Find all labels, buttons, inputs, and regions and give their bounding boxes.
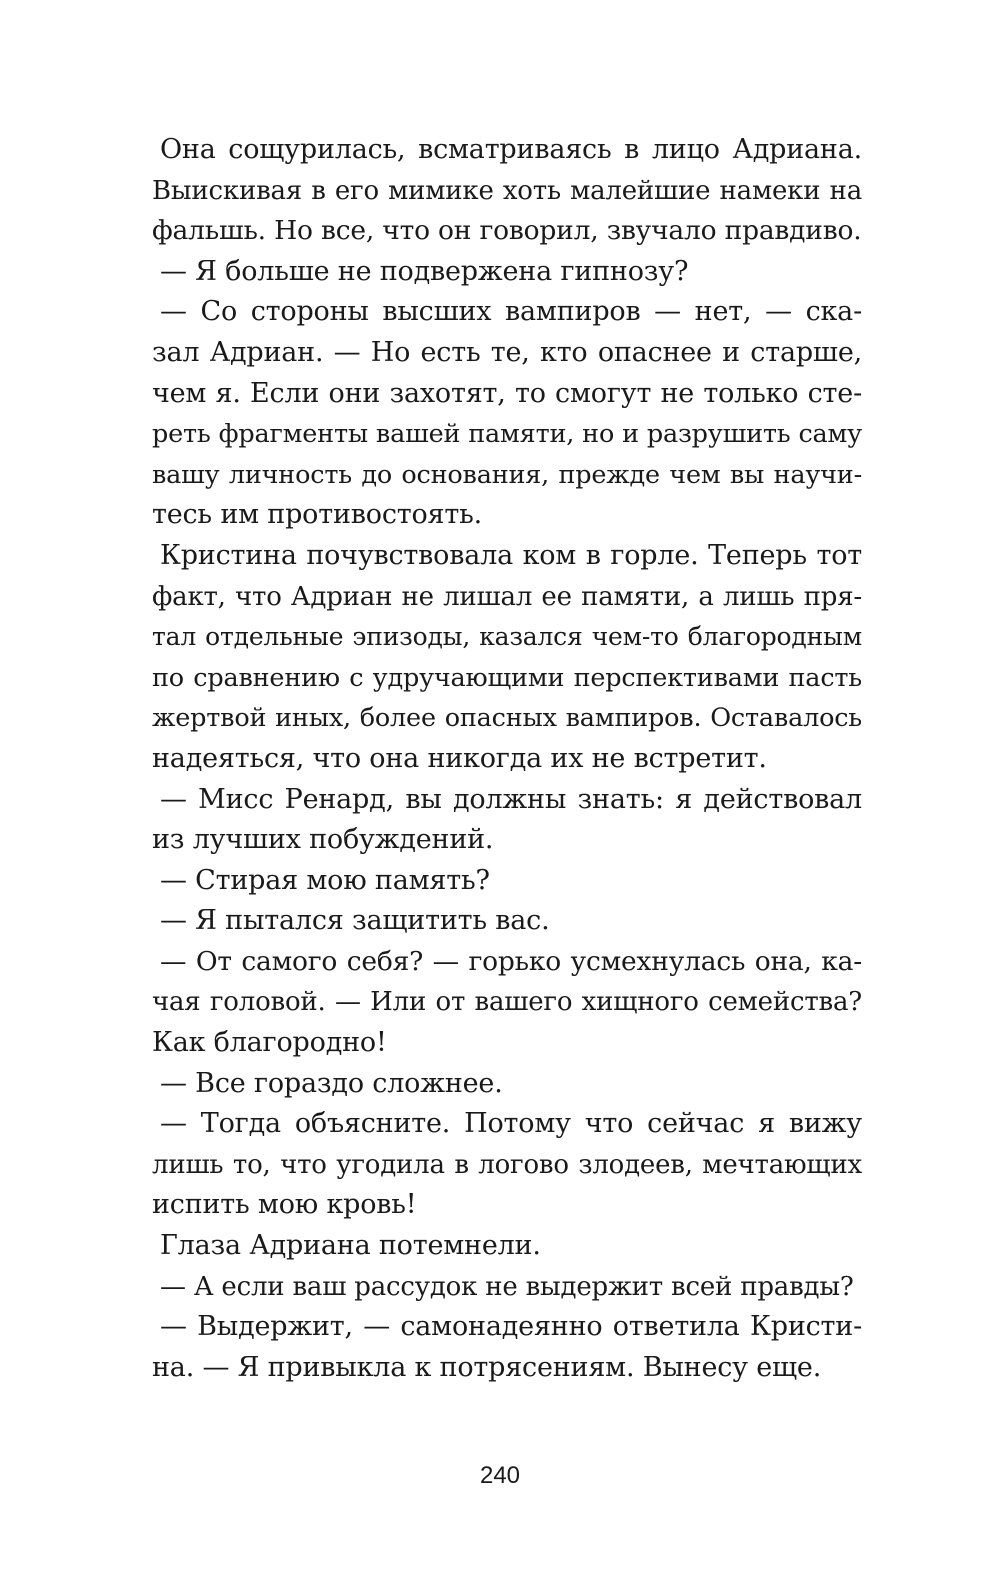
text-line: испить мою кровь! — [152, 1189, 417, 1221]
text-line: — Я пытался защитить вас. — [160, 905, 550, 937]
text-line: Кристина почувствовала ком в горле. Теперь тот — [160, 539, 862, 571]
text-line: Выискивая в его мимике хоть малейшие намеки на — [152, 175, 862, 206]
text-line: жертвой иных, более опасных вампиров. Оставалось — [152, 703, 862, 734]
text-line: — Выдержит, — самонадеянно ответила Кристи- — [160, 1311, 862, 1343]
text-line: по сравнению с удручающими перспективами пасть — [152, 662, 862, 693]
text-line: реть фрагменты вашей памяти, но и разрушить саму — [152, 419, 862, 450]
text-line: чая головой. — Или от вашего хищного семейства? — [152, 987, 862, 1018]
text-line: Как благородно! — [152, 1027, 387, 1059]
text-line: тесь им противостоять. — [152, 499, 482, 531]
text-line: тал отдельные эпизоды, казался чем-то благородным — [152, 622, 862, 652]
body-text — [152, 130, 862, 1388]
text-line: — Со стороны высших вампиров — нет, — ска- — [160, 296, 862, 328]
text-line: на. — Я привыкла к потрясениям. Вынесу еще. — [152, 1351, 822, 1383]
text-line: надеяться, что она никогда их не встретит. — [152, 742, 767, 774]
text-line: — Тогда объясните. Потому что сейчас я вижу — [160, 1108, 862, 1140]
text-line: — От самого себя? — горько усмехнулась она, ка- — [160, 945, 862, 977]
text-line: Она сощурилась, всматриваясь в лицо Адриана. — [160, 134, 862, 165]
text-line: — А если ваш рассудок не выдержит всей правды? — [160, 1271, 854, 1302]
text-line: факт, что Адриан не лишал ее памяти, а лишь пря- — [152, 581, 862, 612]
text-line: — Я больше не подвержена гипнозу? — [160, 255, 689, 287]
text-line: — Все гораздо сложнее. — [160, 1067, 503, 1099]
text-line: чем я. Если они захотят, то смогут не только сте- — [152, 377, 862, 409]
text-line: лишь то, что угодила в логово злодеев, мечтающих — [152, 1149, 862, 1180]
text-line: вашу личность до основания, прежде чем вы научи- — [152, 459, 862, 490]
text-line: зал Адриан. — Но есть те, кто опаснее и старше, — [152, 336, 862, 368]
text-line: — Мисс Ренард, вы должны знать: я действовал — [160, 783, 862, 815]
text-line: из лучших побуждений. — [152, 824, 494, 856]
text-line: фальшь. Но все, что он говорил, звучало правдиво. — [152, 215, 862, 247]
text-line: — Стирая мою память? — [160, 864, 490, 896]
page-number: 240 — [479, 1462, 521, 1489]
text-line: Глаза Адриана потемнели. — [160, 1230, 541, 1262]
